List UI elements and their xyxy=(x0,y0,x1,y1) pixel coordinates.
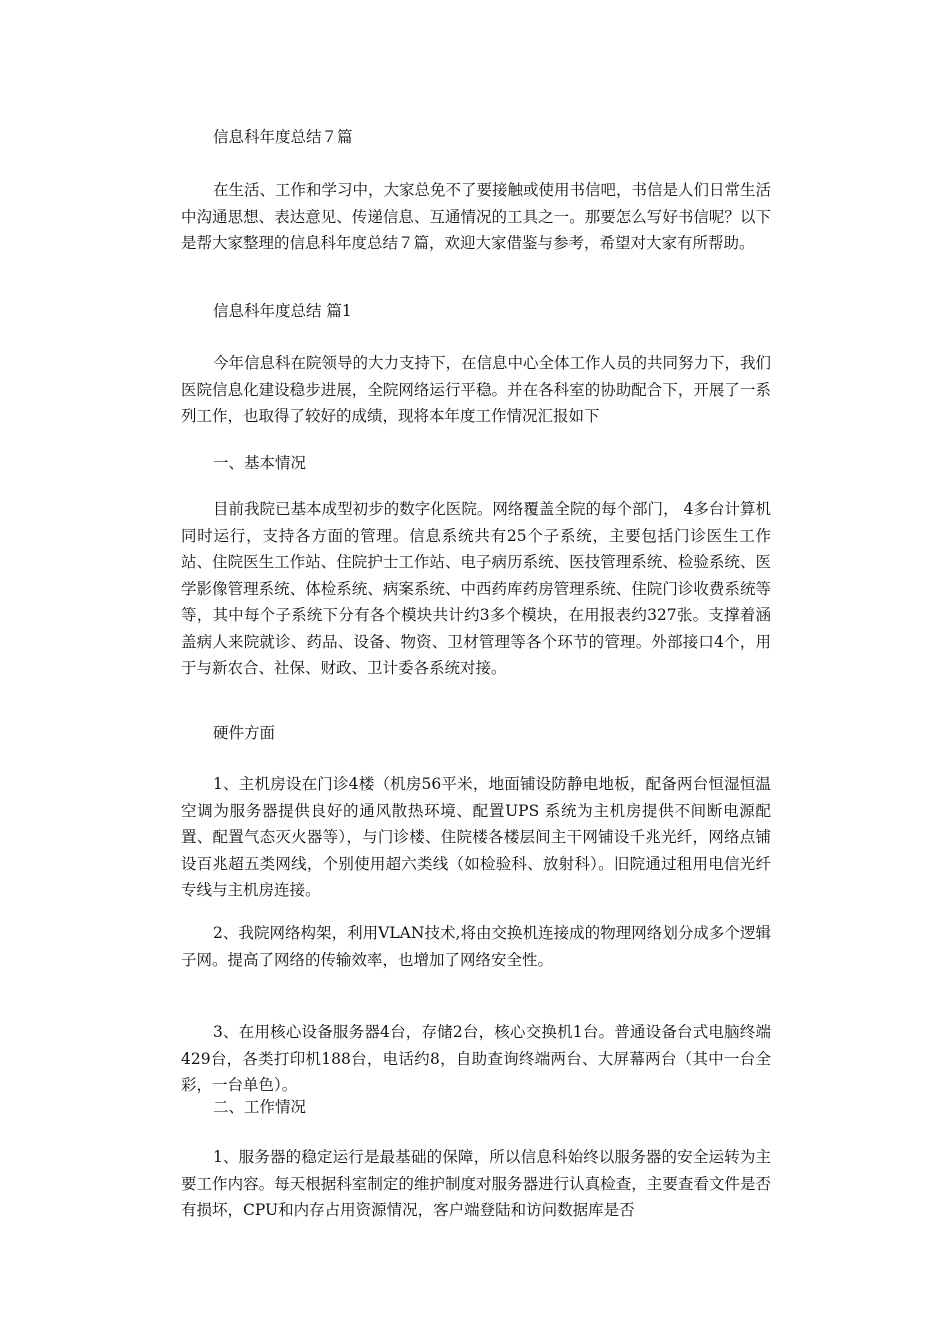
heading-hardware: 硬件方面 xyxy=(213,724,276,742)
basic-situation-paragraph: 目前我院已基本成型初步的数字化医院。网络覆盖全院的每个部门， 4多台计算机同时运行，支持各方面的管理。信息系统共有25个子系统，主要包括门诊医生工作站、住院医生工作站、住院护士工作站、电子病历系统、医技管理系统、检验系统、医学影像管理系统、体检系统、病案系统、中西药库药房管理系统、住院门诊收费系统等等，其中每个子系统下分有各个模块共计约3多个模块，在用报表约327张。支撑着涵盖病人来院就诊、药品、设备、物资、卫材管理等各个环节的管理。外部接口4个，用于与新农合、社保、财政、卫计委各系统对接。 xyxy=(181,500,771,677)
work-item-1: 1、服务器的稳定运行是最基础的保障，所以信息科始终以服务器的安全运转为主要工作内容。每天根据科室制定的维护制度对服务器进行认真检查，主要查看文件是否有损坏，CPU和内存占用资源情况，客户端登陆和访问数据库是否 xyxy=(181,1148,771,1219)
heading-basic-situation: 一、基本情况 xyxy=(213,454,307,472)
document-title: 信息科年度总结７篇 xyxy=(213,128,353,146)
section-title-1: 信息科年度总结 篇1 xyxy=(213,302,352,320)
hardware-item-3: 3、在用核心设备服务器4台，存储2台，核心交换机1台。普通设备台式电脑终端429台，各类打印机188台，电话约8，自助查询终端两台、大屏幕两台（其中一台全彩，一台单色）。 xyxy=(181,1023,771,1094)
intro-paragraph: 在生活、工作和学习中，大家总免不了要接触或使用书信吧，书信是人们日常生活中沟通思想、表达意见、传递信息、互通情况的工具之一。那要怎么写好书信呢？以下是帮大家整理的信息科年度总结７篇，欢迎大家借鉴与参考，希望对大家有所帮助。 xyxy=(181,181,772,252)
hardware-item-1: 1、主机房设在门诊4楼（机房56平米，地面铺设防静电地板，配备两台恒湿恒温空调为服务器提供良好的通风散热环境、配置UPS 系统为主机房提供不间断电源配置、配置气态灭火器等），与门诊楼、住院楼各楼层间主干网铺设千兆光纤，网络点铺设百兆超五类网线，个别使用超六类线（如检验科、放射科）。旧院通过租用电信光纤专线与主机房连接。 xyxy=(181,775,771,899)
heading-work-situation: 二、工作情况 xyxy=(213,1098,307,1116)
hardware-item-2: 2、我院网络构架，利用VLAN技术,将由交换机连接成的物理网络划分成多个逻辑子网。提高了网络的传输效率，也增加了网络安全性。 xyxy=(181,924,771,969)
section-1-paragraph: 今年信息科在院领导的大力支持下，在信息中心全体工作人员的共同努力下，我们医院信息化建设稳步进展，全院网络运行平稳。并在各科室的协助配合下，开展了一系列工作，也取得了较好的成绩，现将本年度工作情况汇报如下 xyxy=(181,354,772,425)
